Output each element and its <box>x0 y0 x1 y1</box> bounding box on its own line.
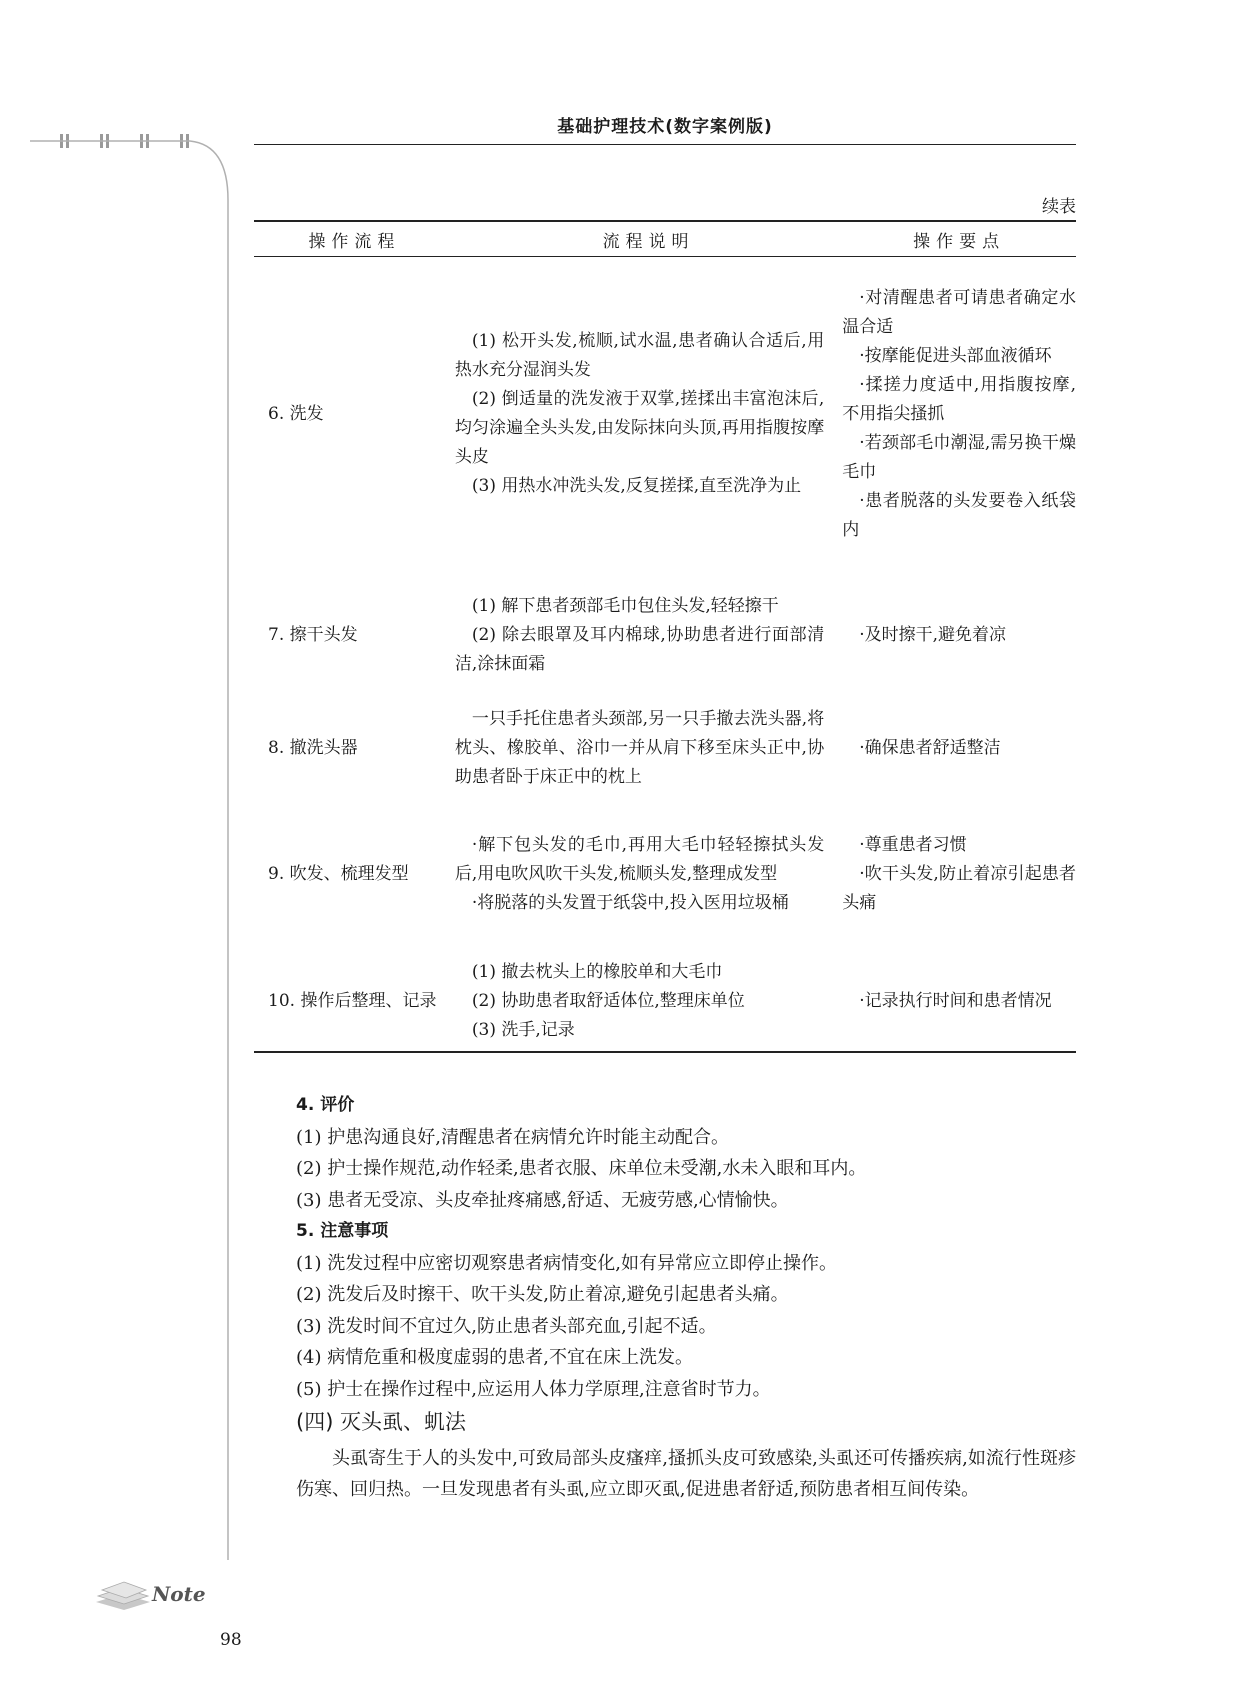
desc-para: (3) 洗手,记录 <box>471 1019 575 1040</box>
list-item: (5) 护士在操作过程中,应运用人体力学原理,注意省时节力。 <box>296 1378 771 1400</box>
desc-para: ·将脱落的头发置于纸袋中,投入医用垃圾桶 <box>471 892 789 913</box>
procedure-table <box>254 220 1076 1053</box>
desc-para: (1) 解下患者颈部毛巾包住头发,轻轻擦干 <box>471 595 779 616</box>
section-heading-precautions: 5. 注意事项 <box>296 1221 389 1241</box>
continued-label: 续表 <box>1042 197 1076 217</box>
list-item: (3) 洗发时间不宜过久,防止患者头部充血,引起不适。 <box>296 1315 717 1337</box>
desc-cell <box>455 797 842 951</box>
table-row <box>254 571 1076 699</box>
point-item: ·按摩能促进头部血液循环 <box>859 345 1052 366</box>
step-cell: 10. 操作后整理、记录 <box>268 990 437 1011</box>
header-rule <box>254 144 1076 145</box>
step-cell: 8. 撤洗头器 <box>268 737 358 758</box>
body-paragraph: 头虱寄生于人的头发中,可致局部头皮瘙痒,搔抓头皮可致感染,头虱还可传播疾病,如流行性斑疹伤寒、回归热。一旦发现患者有头虱,应立即灭虱,促进患者舒适,预防患者相互间传染。 <box>296 1447 1076 1500</box>
points-cell <box>842 699 1076 797</box>
desc-cell <box>455 257 842 572</box>
points-cell <box>842 257 1076 572</box>
section-heading-evaluation: 4. 评价 <box>296 1095 355 1115</box>
running-title: 基础护理技术(数字案例版) <box>557 117 773 137</box>
point-item: ·尊重患者习惯 <box>859 834 967 855</box>
step-cell: 7. 擦干头发 <box>268 624 358 645</box>
point-item: ·吹干头发,防止着凉引起患者头痛 <box>842 863 1076 913</box>
margin-decoration <box>0 0 260 1560</box>
table-header-row <box>254 221 1076 257</box>
desc-cell <box>455 571 842 699</box>
list-item: (3) 患者无受凉、头皮牵扯疼痛感,舒适、无疲劳感,心情愉快。 <box>296 1189 789 1211</box>
step-cell: 6. 洗发 <box>268 403 324 424</box>
column-header: 流程说明 <box>455 221 842 257</box>
point-item: ·若颈部毛巾潮湿,需另换干燥毛巾 <box>842 432 1076 482</box>
list-item: (1) 护患沟通良好,清醒患者在病情允许时能主动配合。 <box>296 1126 729 1148</box>
table-row <box>254 257 1076 572</box>
table-row <box>254 797 1076 951</box>
point-item: ·对清醒患者可请患者确定水温合适 <box>842 287 1076 337</box>
desc-cell <box>455 951 842 1052</box>
point-item: ·记录执行时间和患者情况 <box>859 990 1052 1011</box>
point-item: ·确保患者舒适整洁 <box>859 737 1001 758</box>
point-item: ·揉搓力度适中,用指腹按摩,不用指尖搔抓 <box>842 374 1076 424</box>
desc-cell <box>455 699 842 797</box>
body-content <box>296 1090 1076 1506</box>
table-row <box>254 951 1076 1052</box>
step-cell: 9. 吹发、梳理发型 <box>268 863 409 884</box>
points-cell <box>842 951 1076 1052</box>
list-item: (2) 洗发后及时擦干、吹干头发,防止着凉,避免引起患者头痛。 <box>296 1284 789 1305</box>
point-item: ·及时擦干,避免着凉 <box>859 624 1007 645</box>
subsection-title: (四) 灭头虱、虮法 <box>296 1410 467 1434</box>
note-book-icon <box>92 1572 154 1612</box>
list-item: (1) 洗发过程中应密切观察患者病情变化,如有异常应立即停止操作。 <box>296 1252 837 1274</box>
table-row <box>254 699 1076 797</box>
desc-para: (2) 倒适量的洗发液于双掌,搓揉出丰富泡沫后,均匀涂遍全头头发,由发际抹向头顶,再用指腹按摩头皮 <box>454 389 825 467</box>
desc-para: ·解下包头发的毛巾,再用大毛巾轻轻擦拭头发后,用电吹风吹干头发,梳顺头发,整理成发型 <box>454 834 825 884</box>
point-item: ·患者脱落的头发要卷入纸袋内 <box>842 490 1076 540</box>
list-item: (4) 病情危重和极度虚弱的患者,不宜在床上洗发。 <box>296 1347 693 1368</box>
list-item: (2) 护士操作规范,动作轻柔,患者衣服、床单位未受潮,水未入眼和耳内。 <box>296 1158 867 1179</box>
points-cell <box>842 571 1076 699</box>
desc-para: (3) 用热水冲洗头发,反复搓揉,直至洗净为止 <box>471 476 802 496</box>
desc-para: 一只手托住患者头颈部,另一只手撤去洗头器,将枕头、橡胶单、浴巾一并从肩下移至床头正中,协助患者卧于床正中的枕上 <box>454 708 825 787</box>
note-label: Note <box>152 1582 206 1606</box>
desc-para: (2) 除去眼罩及耳内棉球,协助患者进行面部清洁,涂抹面霜 <box>454 624 825 674</box>
desc-para: (2) 协助患者取舒适体位,整理床单位 <box>471 990 745 1011</box>
desc-para: (1) 松开头发,梳顺,试水温,患者确认合适后,用热水充分湿润头发 <box>454 331 825 380</box>
desc-para: (1) 撤去枕头上的橡胶单和大毛巾 <box>471 961 723 982</box>
column-header: 操作要点 <box>842 221 1076 257</box>
column-header: 操作流程 <box>254 221 455 257</box>
points-cell <box>842 797 1076 951</box>
page-number: 98 <box>220 1630 242 1650</box>
